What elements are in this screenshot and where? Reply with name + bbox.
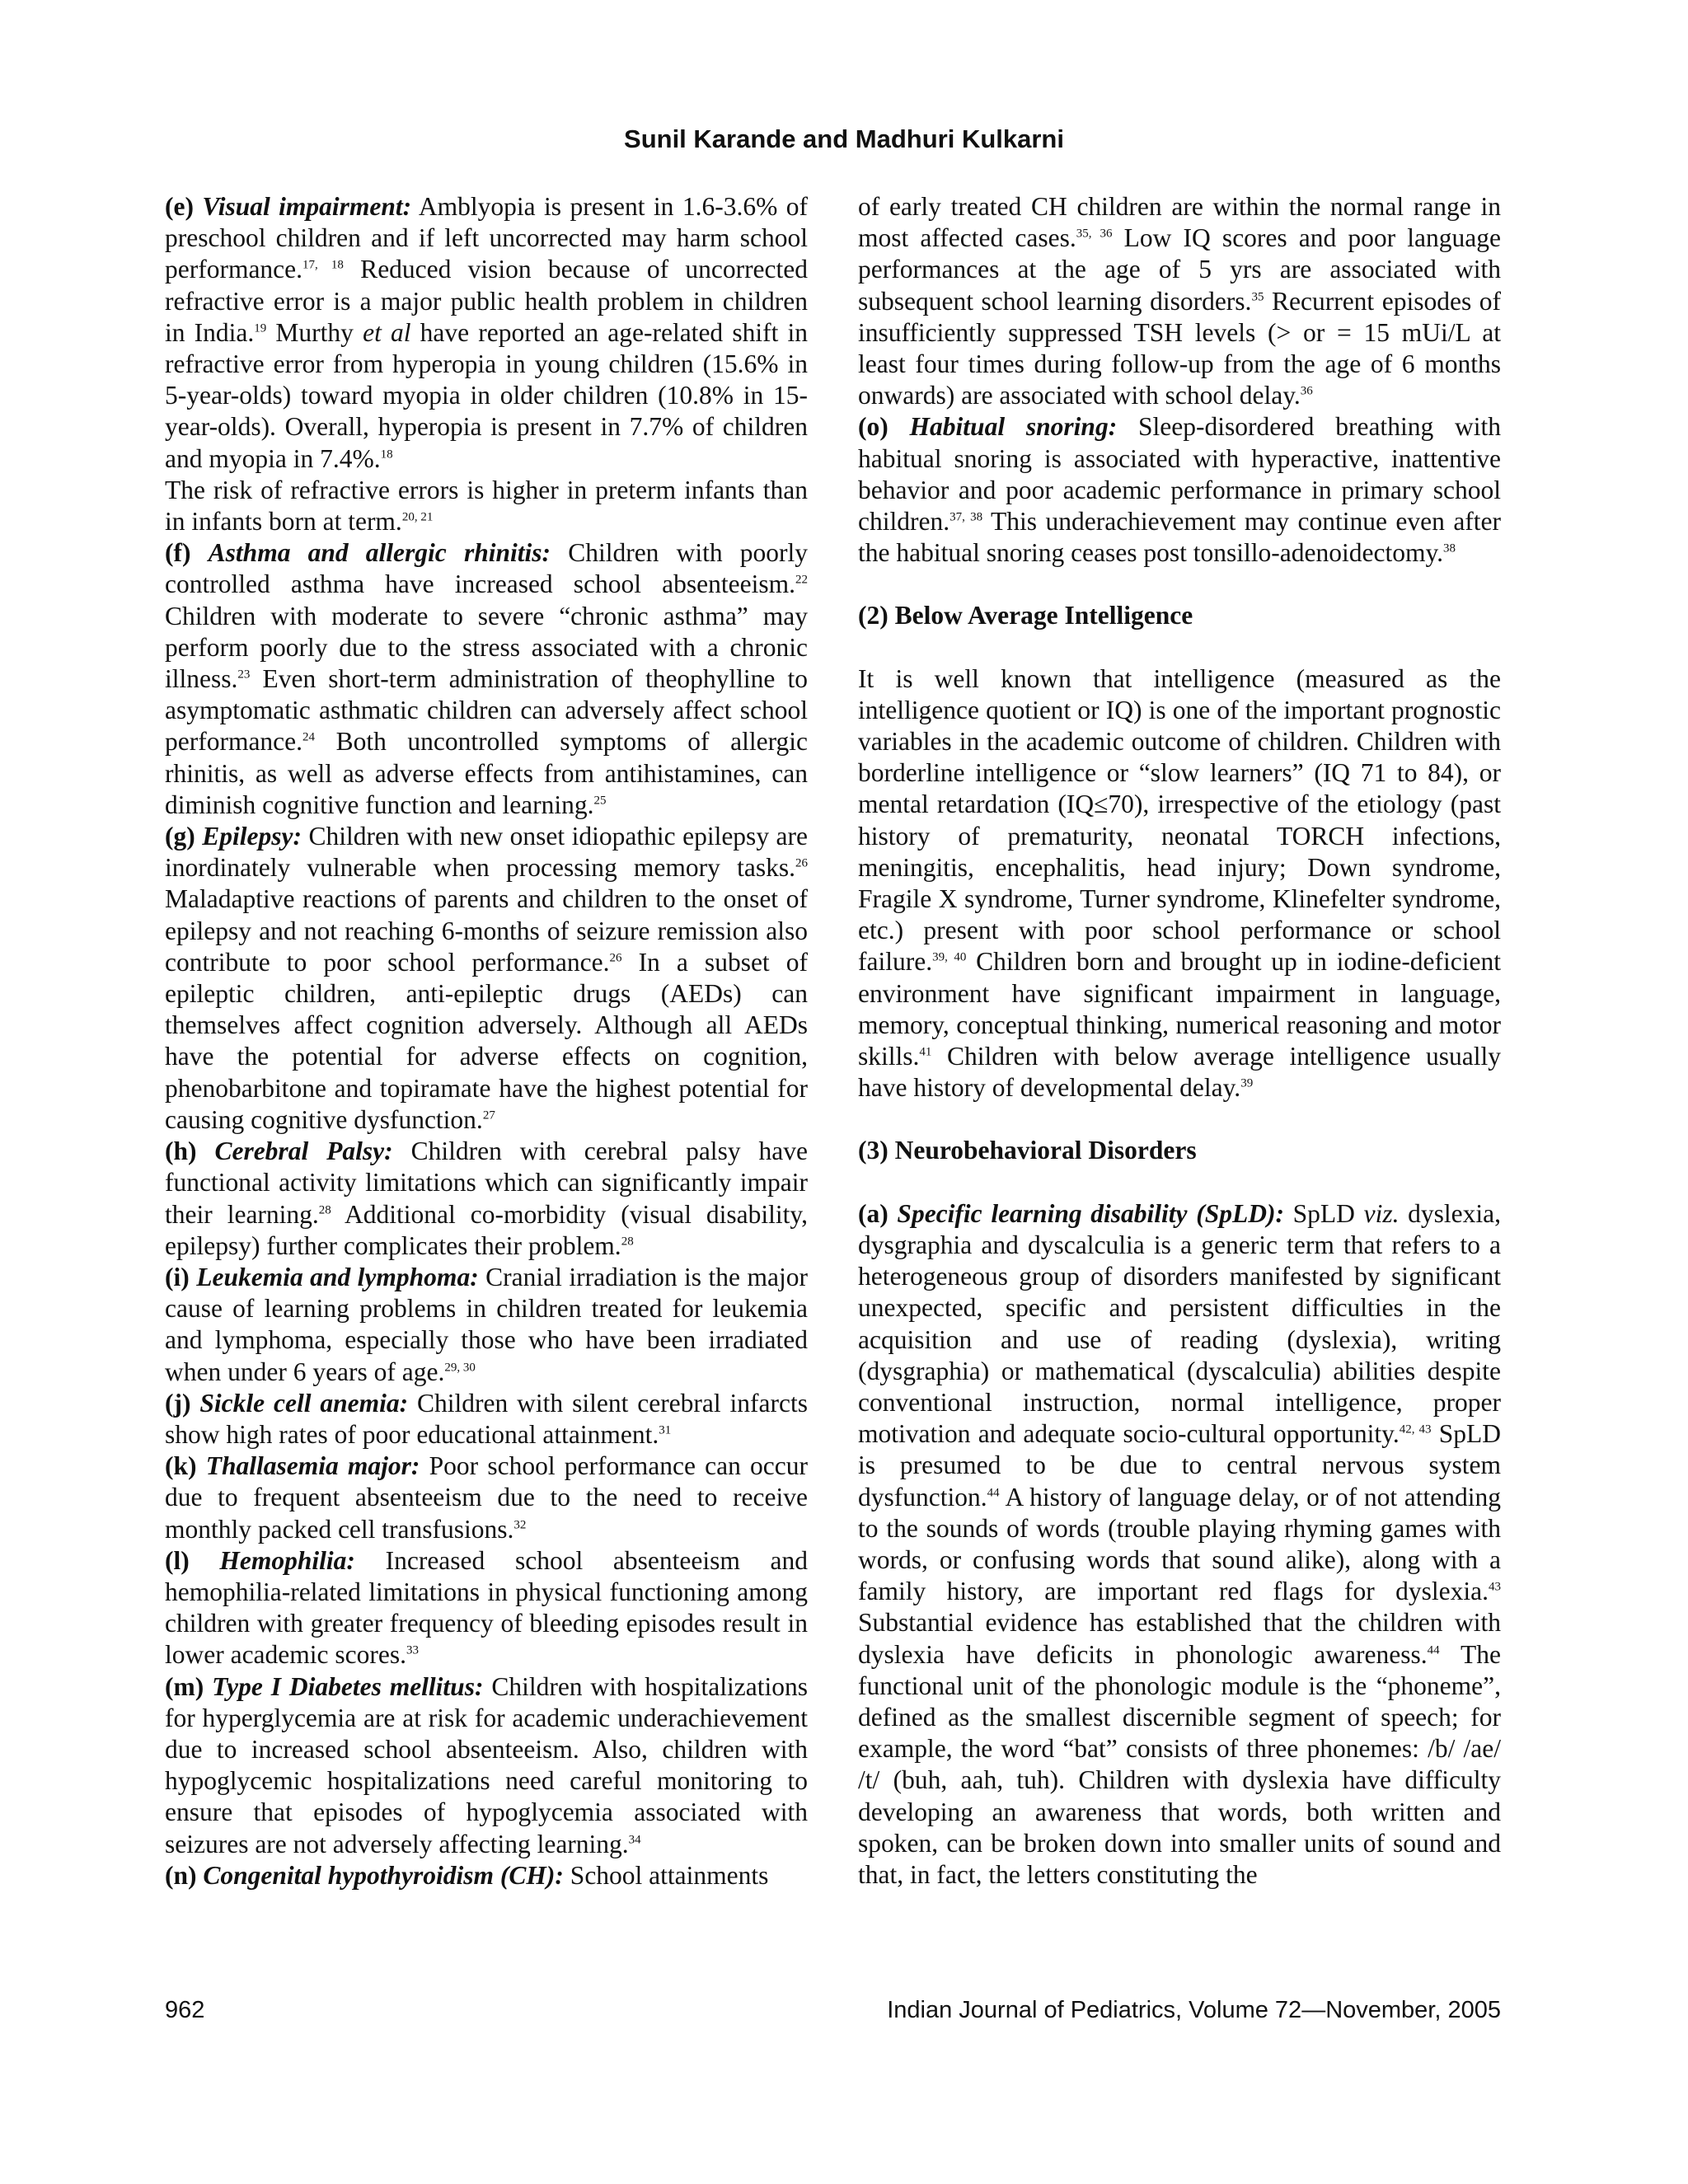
term-leukemia: Leukemia and lymphoma: (196, 1262, 479, 1291)
term-sickle-cell: Sickle cell anemia: (199, 1388, 409, 1418)
term-asthma: Asthma and allergic rhinitis: (208, 538, 551, 568)
page-number: 962 (165, 1997, 205, 2023)
section-heading-neurobehavioral-disorders: (3) Neurobehavioral Disorders (858, 1136, 1197, 1165)
paragraph-snoring: (o) Habitual snoring: Sleep-disordered breathing with habitual snoring is associated with hyperactive, inattentive behavior and poor academic performance in primary school children.$^{37, 38}$ This underachievement may continue even after the habitual snoring ceases post tonsillo-adenoidectomy.$^{38}$ (858, 412, 1502, 568)
paragraph-intelligence: It is well known that intelligence (measured as the intelligence quotient or IQ) is one of the important prognostic variables in the academic outcome of children. Children with borderline intelligence or “slow learners” (IQ 71 to 84), or mental retardation (IQ≤70), irrespective of the etiology (past history of prematurity, neonatal TORCH infections, meningitis, encephalitis, head injury; Down syndrome, Fragile X syndrome, Turner syndrome, Klinefelter syndrome, etc.) present with poor school performance or school failure.$^{39, 40}$ Children born and brought up in iodine-deficient environment have significant impairment in language, memory, conceptual thinking, numerical reasoning and motor skills.$^{41}$ Children with below average intelligence usually have history of developmental delay.$^{39}$ (858, 663, 1501, 1103)
term-hypothyroidism: Congenital hypothyroidism (CH): (203, 1860, 564, 1890)
term-thallasemia: Thallasemia major: (205, 1451, 420, 1481)
term-diabetes: Type I Diabetes mellitus: (212, 1671, 484, 1701)
term-cerebral-palsy: Cerebral Palsy: (214, 1137, 393, 1166)
paragraph-visual-impairment: (e) Visual impairment: Amblyopia is present in 1.6-3.6% of preschool children and if left uncorrected may harm school performance.$^{17, 18}$ Reduced vision because of uncorrected refractive error is a major public health problem in children in India.$^{19}$ Murthy et al have reported an age-related shift in refractive error from hyperopia in young children (15.6% in 5-year-olds) toward myopia in older children (10.8% in 15-year-olds). Overall, hyperopia is present in 7.7% of children and myopia in 7.4%.$^{18}$ (165, 192, 809, 473)
term-visual-impairment: Visual impairment: (202, 192, 412, 221)
paragraph-hypothyroidism-cont: of early treated CH children are within the normal range in most affected cases.$^{35, 36}$ Low IQ scores and poor language performances at the age of 5 yrs are associated with subsequent school learning disorders.$^{35}$ Recurrent episodes of insufficiently suppressed TSH levels (> or = 15 mUi/L at least four times during follow-up from the age of 6 months onwards) are associated with school delay.$^{36}$ (858, 192, 1502, 410)
running-header: Sunil Karande and Madhuri Kulkarni (624, 124, 1064, 153)
paragraph-diabetes: (m) Type I Diabetes mellitus: Children with hospitalizations for hyperglycemia are at risk for academic underachievement due to increased school absenteeism. Also, children with hypoglycemic hospitalizations need careful monitoring to ensure that episodes of hypoglycemia associated with seizures are not adversely affecting learning.$^{34}$ (165, 1671, 808, 1858)
paragraph-hemophilia: (l) Hemophilia: Increased school absenteeism and hemophilia-related limitations in physical functioning among children with greater frequency of bleeding episodes result in lower academic scores.$^{33}$ (165, 1545, 808, 1670)
left-column (165, 191, 808, 1891)
term-spld: Specific learning disability (SpLD): (897, 1198, 1284, 1228)
paragraph-spld: (a) Specific learning disability (SpLD): SpLD viz. dyslexia, dysgraphia and dyscalculia is a generic term that refers to a heterogeneous group of disorders manifested by significant unexpected, specific and persistent difficulties in the acquisition and use of reading (dyslexia), writing (dysgraphia) or mathematical (dyscalculia) abilities despite conventional instruction, normal intelligence, proper motivation and adequate socio-cultural opportunity.$^{42, 43}$ SpLD is presumed to be due to central nervous system dysfunction.$^{44}$ A history of language delay, or of not attending to the sounds of words (trouble playing rhyming games with words, or confusing words that sound alike), along with a family history, are important red flags for dyslexia.$^{43}$ Substantial evidence has established that the children with dyslexia have deficits in phonologic awareness.$^{44}$ The functional unit of the phonologic module is the “phoneme”, defined as the smallest discernible segment of speech; for example, the word “bat” consists of three phonemes: /b/ /ae/ /t/ (buh, aah, tuh). Children with dyslexia have difficulty developing an awareness that words, both written and spoken, can be broken down into smaller units of sound and that, in fact, the letters constituting the (858, 1198, 1502, 1889)
paragraph-leukemia: (i) Leukemia and lymphoma: Cranial irradiation is the major cause of learning problems in children treated for leukemia and lymphoma, especially those who have been irradiated when under 6 years of age.$^{29, 30}$ (165, 1262, 808, 1386)
paragraph-sickle-cell: (j) Sickle cell anemia: Children with silent cerebral infarcts show high rates of poor educational attainment.$^{31}$ (165, 1388, 808, 1449)
paragraph-cerebral-palsy: (h) Cerebral Palsy: Children with cerebral palsy have functional activity limitations which can significantly impair their learning.$^{28}$ Additional co-morbidity (visual disability, epilepsy) further complicates their problem.$^{28}$ (165, 1137, 808, 1260)
paragraph-thallasemia: (k) Thallasemia major: Poor school performance can occur due to frequent absenteeism due to the need to receive monthly packed cell transfusions.$^{32}$ (165, 1451, 808, 1544)
term-snoring: Habitual snoring: (909, 412, 1118, 442)
term-epilepsy: Epilepsy: (202, 822, 302, 851)
paragraph-refractive-errors: The risk of refractive errors is higher in preterm infants than in infants born at term.$^{20, 21}$ (165, 475, 808, 537)
paragraph-epilepsy: (g) Epilepsy: Children with new onset idiopathic epilepsy are inordinately vulnerable when processing memory tasks.$^{26}$ Maladaptive reactions of parents and children to the onset of epilepsy and not reaching 6-months of seizure remission also contribute to poor school performance.$^{26}$ In a subset of epileptic children, anti-epileptic drugs (AEDs) can themselves affect cognition adversely. Although all AEDs have the potential for adverse effects on cognition, phenobarbitone and topiramate have the highest potential for causing cognitive dysfunction.$^{27}$ (165, 822, 809, 1134)
section-heading-below-average-intelligence: (2) Below Average Intelligence (858, 601, 1193, 630)
paragraph-asthma: (f) Asthma and allergic rhinitis: Children with poorly controlled asthma have increased school absenteeism.$^{22}$ Children with moderate to severe “chronic asthma” may perform poorly due to the stress associated with a chronic illness.$^{23}$ Even short-term administration of theophylline to asymptomatic asthmatic children can adversely affect school performance.$^{24}$ Both uncontrolled symptoms of allergic rhinitis, as well as adverse effects from antihistamines, can diminish cognitive function and learning.$^{25}$ (165, 538, 809, 819)
journal-citation: Indian Journal of Pediatrics, Volume 72—November, 2005 (887, 1997, 1501, 2023)
paragraph-hypothyroidism: (n) Congenital hypothyroidism (CH): School attainments (165, 1860, 769, 1890)
right-column (858, 191, 1501, 1891)
term-hemophilia: Hemophilia: (219, 1545, 355, 1575)
